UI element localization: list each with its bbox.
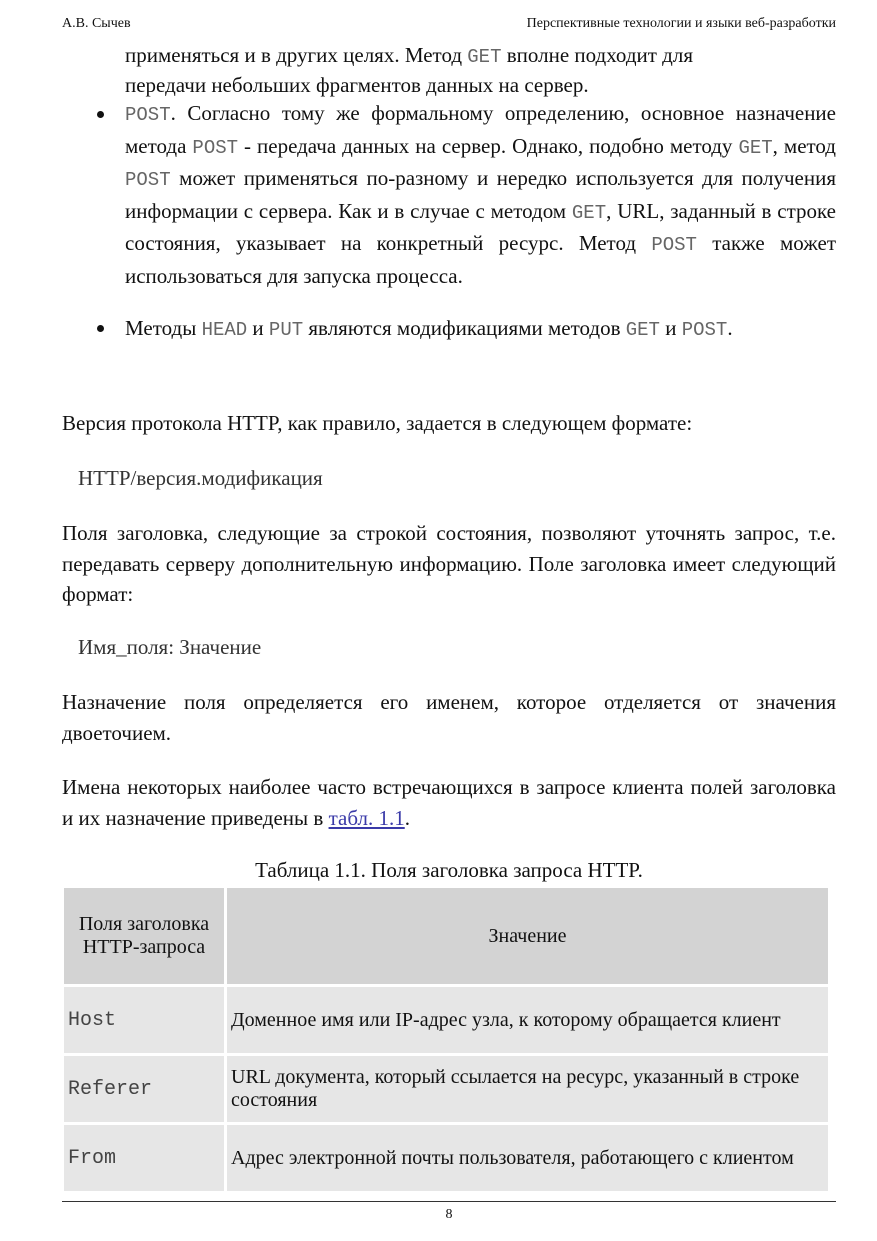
field-name-cell: Host: [64, 987, 224, 1053]
header-author: А.В. Сычев: [62, 16, 131, 31]
table-row: [64, 987, 828, 1053]
bullet-dot: [97, 111, 104, 118]
bullet-head-put: Методы HEAD и PUT являются модификациями методов GET и POST.: [125, 316, 733, 341]
running-header: [62, 16, 836, 36]
header-fields-table: [61, 885, 831, 1194]
version-intro: Версия протокола HTTP, как правило, задается в следующем формате:: [62, 411, 693, 435]
page-number: 8: [445, 1207, 453, 1222]
bullet-continuation-line1: применяться и в других целях. Метод GET вполне подходит для: [125, 43, 694, 68]
table-header-row: [64, 888, 828, 984]
table-caption: Таблица 1.1. Поля заголовка запроса HTTP.: [255, 858, 643, 882]
table-row: [64, 1056, 828, 1122]
field-value-cell: Доменное имя или IP-адрес узла, к которому обращается клиент: [227, 987, 828, 1053]
col2-header: Значение: [227, 888, 828, 984]
bullet-continuation-line2: передачи небольших фрагментов данных на сервер.: [125, 73, 589, 97]
table-link[interactable]: табл. 1.1: [328, 805, 405, 830]
header-book-title: Перспективные технологии и языки веб-разработки: [526, 16, 836, 31]
table-row: [64, 1125, 828, 1191]
page-footer: [62, 1201, 836, 1223]
bullet-dot: [97, 325, 104, 332]
table-reference-paragraph: Имена некоторых наиболее часто встречающихся в запросе клиента полей заголовка и их назначение приведены в табл. 1.1.: [62, 775, 836, 830]
field-value-cell: Адрес электронной почты пользователя, работающего с клиентом: [227, 1125, 828, 1191]
header-fields-intro: Поля заголовка, следующие за строкой состояния, позволяют уточнять запрос, т.е. передавать серверу дополнительную информацию. Поле заголовка имеет следующий формат:: [62, 521, 836, 606]
field-value-cell: URL документа, который ссылается на ресурс, указанный в строке состояния: [227, 1056, 828, 1122]
version-format: HTTP/версия.модификация: [78, 466, 323, 490]
code-get: GET: [467, 46, 502, 68]
field-purpose: Назначение поля определяется его именем, которое отделяется от значения двоеточием.: [62, 690, 836, 745]
col1-header: Поля заголовка HTTP-запроса: [64, 888, 224, 984]
bullet-post: POST. Согласно тому же формальному определению, основное назначение метода POST - передача данных на сервер. Однако, подобно методу GET, метод POST может применяться по-разному и нередко используется для получения информации с сервера. Как и в случае с методом GET, URL, заданный в строке состояния, указывает на конкретный ресурс. Метод POST также может использоваться для запуска процесса.: [125, 101, 837, 288]
field-name-cell: Referer: [64, 1056, 224, 1122]
field-name-cell: From: [64, 1125, 224, 1191]
field-format: Имя_поля: Значение: [78, 635, 262, 659]
